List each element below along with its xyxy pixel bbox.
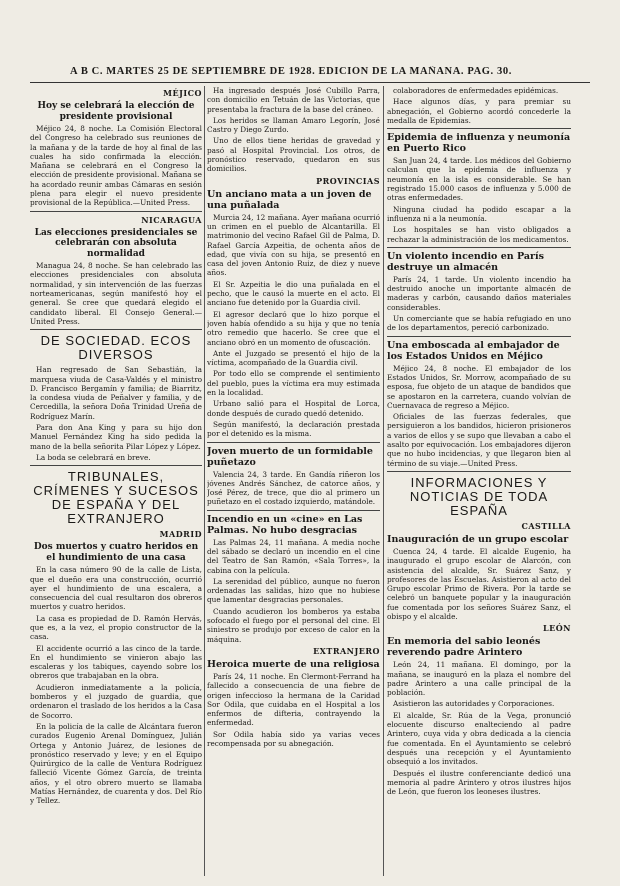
article-text: Valencia 24, 3 tarde. En Gandía riñeron los jóvenes Andrés Sánchez, de catorce años, y José Pérez, de trece, que dio al primero un puñetazo en el costado izquierdo, matándole. [207, 469, 380, 507]
article-text: Acudieron inmediatamente a la policía, bomberos y el juzgado de guardia, que ordenaron el traslado de los heridos a la Casa de Socorro. [30, 682, 202, 720]
article-text: Después el ilustre conferenciante dedicó una memoria al padre Arintero y otros ilustres hijos de León, que fueron los leoneses ilustres. [387, 768, 571, 797]
section-label: EXTRANJERO [313, 645, 380, 656]
article-text: Oficiales de las fuerzas federales, que persiguieron a los bandidos, hicieron prisioneros a varios de ellos y se supo que llevaban a cabo el asalto por equivocación. Los embajadores dijeron que no hubo incidencias, y que llegaron bien al término de su viaje.—United Press. [387, 412, 571, 468]
article-text: colaboradores de enfermedades epidémicas. [393, 86, 559, 95]
column-2 [207, 86, 380, 876]
article-text: Ante el Juzgado se presentó el hijo de la víctima, acompañado de la Guardia civil. [207, 348, 380, 368]
page-header: A B C. MARTES 25 DE SEPTIEMBRE DE 1928. EDICIÓN DE LA MAÑANA. PAG. 30. [70, 66, 512, 77]
article-text: El alcalde, Sr. Rúa de la Vega, pronunció elocuente discurso enalteciendo al padre Arintero, cuya vida y obra dedicada a la ciencia fue comentada. En el Ayuntamiento se celebró después una recepción y el Ayuntamiento obsequió a los invitados. [387, 710, 571, 767]
article-headline: Epidemia de influenza y neumonía en Puerto Rico [387, 132, 571, 155]
article-text: Los hospitales se han visto obligados a rechazar la administración de los medicamentos. [387, 225, 571, 244]
section-label: NICARAGUA [141, 214, 202, 225]
section-title: TRIBUNALES, CRÍMENES Y SUCESOS DE ESPAÑA Y DEL EXTRANJERO [33, 469, 199, 527]
column-divider [204, 86, 205, 876]
column-3 [387, 86, 571, 876]
divider [387, 247, 571, 248]
article-text: La casa es propiedad de D. Ramón Hervás, que es, a la vez, el propio constructor de la casa. [30, 613, 202, 642]
article-headline: Una emboscada al embajador de los Estados Unidos en Méjico [387, 339, 560, 362]
article-headline: Incendio en un «cine» en Las Palmas. No hubo desgracias [207, 513, 363, 536]
article-headline: En memoria del sabio leonés reverendo padre Arintero [387, 636, 541, 659]
article-text: La serenidad del público, aunque no fueron ordenadas las salidas, hizo que no hubiese que lamentar desgracias personales. [207, 576, 380, 605]
article-text: El accidente ocurrió a las cinco de la tarde. En el hundimiento se vinieron abajo las escaleras y los tabiques, cayendo sobre los obreros que trabajaban en la obra. [30, 643, 202, 681]
divider [30, 465, 202, 466]
article-text: Han regresado de San Sebastián, la marquesa viuda de Casa-Valdés y el ministro D. Francisco Bergamín y familia; de Biarritz, la condesa viuda de Peñalver y familia, y de Cercedilla, la señora Doña Trinidad Ureña de Rodríguez Marín. [30, 365, 202, 421]
article-headline: Joven muerto de un formidable puñetazo [207, 445, 373, 468]
article-text: Ninguna ciudad ha podido escapar a la influenza ni a la neumonía. [387, 204, 571, 223]
article-text: Las Palmas 24, 11 mañana. A media noche del sábado se declaró un incendio en el cine del Teatro de San Ramón, «Sala Torres», la cabina con la película. [207, 537, 380, 575]
header-rule [30, 82, 590, 83]
section-title: INFORMACIONES Y NOTICIAS DE TODA ESPAÑA [409, 474, 549, 518]
section-title: DE SOCIEDAD. ECOS DIVERSOS [40, 333, 192, 363]
article-text: París 24, 11 noche. En Clermont-Ferrand ha fallecido a consecuencia de una fiebre de origen infeccioso la hermana de la Caridad Sor Odila, que cuidaba en el Hospital a los enfermos de difteria, contrayendo la enfermedad. [207, 671, 380, 728]
article-headline: Un violento incendio en París destruye un almacén [387, 250, 544, 273]
divider [207, 510, 380, 511]
article-text: Según manifestó, la declaración prestada por el detenido es la misma. [207, 419, 380, 439]
article-text: Sor Odila había sido ya varias veces recompensada por su abnegación. [207, 729, 380, 749]
article-text: Cuando acudieron los bomberos ya estaba sofocado el fuego por el personal del cine. El siniestro se produjo por exceso de calor en la máquina. [207, 606, 380, 644]
article-headline: Dos muertos y cuatro heridos en el hundimiento de una casa [33, 542, 199, 563]
article-text: Asistieron las autoridades y Corporaciones. [393, 699, 555, 709]
article-text: Un comerciante que se había refugiado en uno de los departamentos, pereció carbonizado. [387, 314, 571, 333]
article-text: Ha ingresado después José Cubillo Parra, con domicilio en Tetuán de las Victorias, que presentaba la fractura de la base del cráneo. [207, 86, 380, 114]
article-text: Murcia 24, 12 mañana. Ayer mañana ocurrió un crimen en el pueblo de Alcantarilla. El matrimonio del vecino Rafael Gil de Palma, D. Rafael García Azpeitia, de ochenta años de edad, que vivía con su hija, se presentó en casa del joven Antonio Ruiz, de diez y nueve años. [207, 212, 380, 278]
article-headline: Las elecciones presidenciales se celebrarán con absoluta normalidad [34, 227, 198, 259]
article-headline: Hoy se celebrará la elección de presidente provisional [37, 101, 195, 122]
divider [207, 442, 380, 443]
article-headline: Inauguración de un grupo escolar [387, 533, 569, 545]
article-text: La boda se celebrará en breve. [36, 452, 151, 462]
article-headline: Heroica muerte de una religiosa [207, 658, 380, 670]
article-text: Hace algunos días, y para premiar su abnegación, el Gobierno acordó concederle la medalla de Epidemias. [387, 97, 571, 125]
article-text: Méjico 24, 8 noche. La Comisión Electoral del Congreso ha celebrado sus reuniones de la mañana y de la tarde de hoy al final de las cuales ha sido confirmada la elección. Mañana se celebrará en el Congreso la elección de presidente provisional. Mañana se ha acordado reunir ambas Cámaras en sesión plena para elegir el nuevo presidente provisional de la República.—United Press. [30, 124, 202, 208]
article-text: Uno de ellos tiene heridas de gravedad y pasó al Hospital Provincial. Los otros, de pronóstico reservado, quedaron en sus domicilios. [207, 136, 380, 174]
divider [387, 128, 571, 129]
column-divider [383, 86, 384, 876]
article-text: San Juan 24, 4 tarde. Los médicos del Gobierno calculan que la epidemia de influenza y neumonía en la isla es considerable. Se han registrado 15.000 casos de influenza y 5.000 de otras enfermedades. [387, 156, 571, 203]
section-label: MÉJICO [163, 88, 202, 98]
article-text: Los heridos se llaman Amaro Legorín, José Castro y Diego Zurdo. [207, 115, 380, 135]
divider [30, 211, 202, 212]
divider [387, 336, 571, 337]
article-text: En la policía de la calle de Alcántara fueron curados Eugenio Arenal Domínguez, Julián Ortega y Antonio Juárez, de lesiones de pronóstico reservado y leve; y en el Equipo Quirúrgico de la calle de Ventura Rodríguez falleció Vicente Gómez García, de treinta años, y el otro obrero muerto se llamaba Matías Hernández, de cuarenta y dos. Del Río y Tellez. [30, 721, 202, 806]
section-label: MADRID [159, 529, 202, 540]
divider [30, 329, 202, 330]
article-text: Por todo ello se comprende el sentimiento del pueblo, pues la víctima era muy estimada en la localidad. [207, 369, 380, 398]
article-headline: Un anciano mata a un joven de una puñalada [207, 188, 372, 211]
article-text: El Sr. Azpeitia le dio una puñalada en el pecho, que le causó la muerte en el acto. El anciano fue detenido por la Guardia civil. [207, 279, 380, 308]
section-label: PROVINCIAS [316, 175, 380, 186]
article-text: En la casa número 90 de la calle de Lista, que el dueño era una construcción, ocurrió ayer el hundimiento de una escalera, a consecuencia del cual resultaron dos obreros muertos y cuatro heridos. [30, 565, 202, 612]
article-text: París 24, 1 tarde. Un violento incendio ha destruido anoche un importante almacén de maderas y carbón, causando daños materiales considerables. [387, 274, 571, 312]
article-text: Cuenca 24, 4 tarde. El alcalde Eugenio, ha inaugurado el grupo escolar de Alarcón, con asistencia del alcalde, Sr. Suárez Sanz, y profesores de las Escuelas. Asistieron al acto del Grupo escolar Primo de Rivera. Por la tarde se celebró un banquete popular y la inauguración fue comentada por los señores Suárez Sanz, el obispo y el alcalde. [387, 546, 571, 621]
column-1 [30, 86, 202, 876]
article-text: Urbano salió para el Hospital de Lorca, donde después de curado quedó detenido. [207, 399, 380, 418]
section-label: CASTILLA [521, 520, 571, 531]
article-text: Para don Ana King y para su hijo don Manuel Fernández King ha sido pedida la mano de la bella señorita Pilar López y López. [30, 423, 202, 451]
divider [387, 471, 571, 472]
article-text: Managua 24, 8 noche. Se han celebrado las elecciones presidenciales con absoluta normalidad, y sin intervención de las fuerzas norteamericanas, según manifestó hoy el general. Se cree que quedará elegido el candidato liberal. El Consejo General.—United Press. [30, 261, 202, 326]
article-text: León 24, 11 mañana. El domingo, por la mañana, se inauguró en la plaza el nombre del padre Arintero a una calle principal de la población. [387, 660, 571, 698]
section-label: LEÓN [542, 623, 571, 634]
article-text: Méjico 24, 8 noche. El embajador de los Estados Unidos, Sr. Morrow, acompañado de su esposa, fue objeto de un ataque de bandidos que se apostaron en la carretera, cuando volvían de Cuernavaca de regreso a Méjico. [387, 363, 571, 410]
article-text: El agresor declaró que lo hizo porque el joven había ofendido a su hija y que no tenía otro remedio que hacerlo. Se cree que el anciano obró en un momento de ofuscación. [207, 309, 380, 347]
